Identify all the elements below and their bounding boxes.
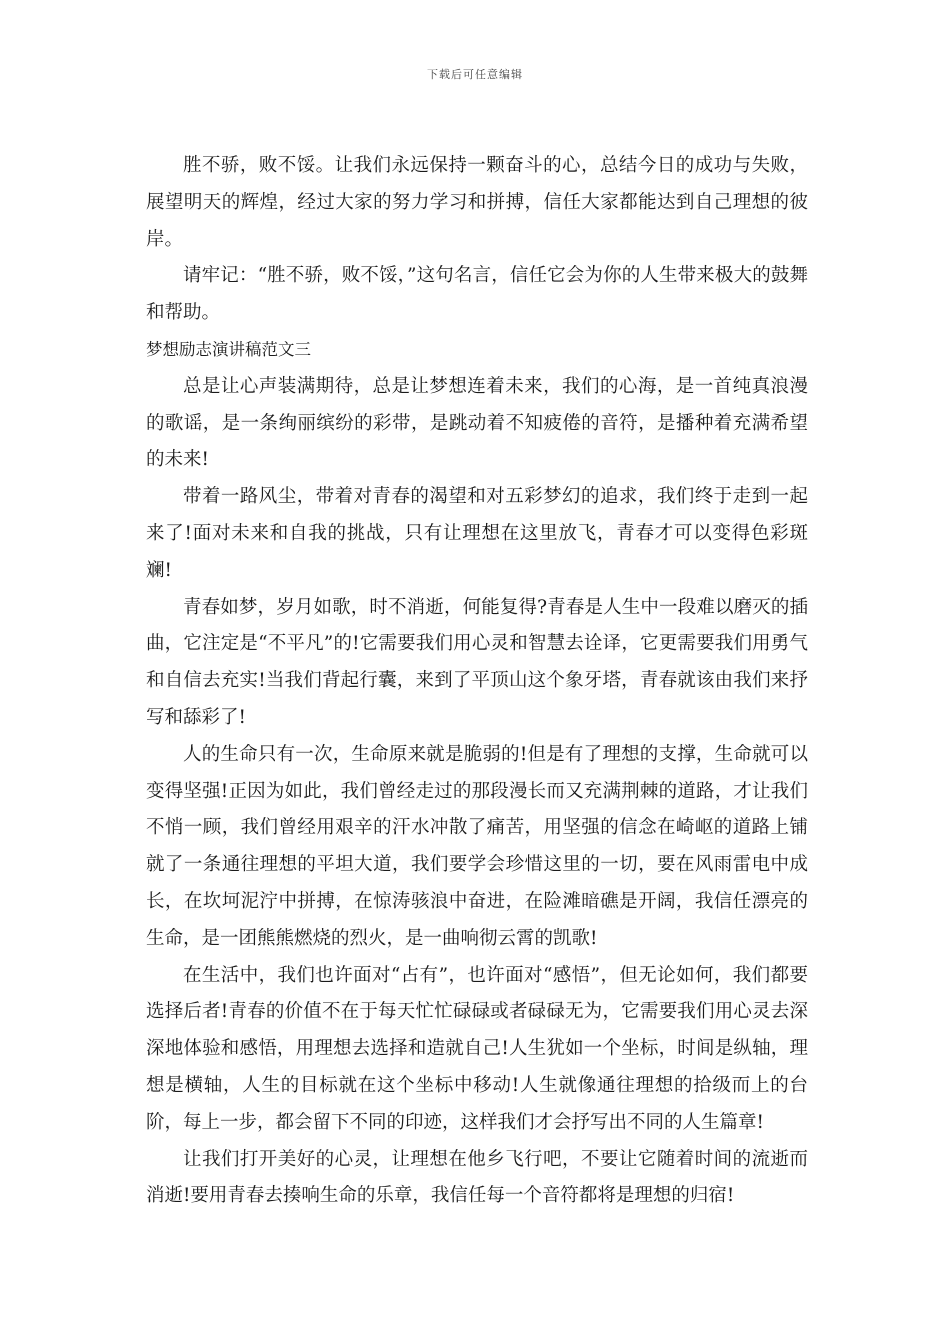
- paragraph: 胜不骄，败不馁。让我们永远保持一颗奋斗的心，总结今日的成功与失败，展望明天的辉煌，经过大家的努力学习和拼搏，信任大家都能达到自己理想的彼岸。: [146, 155, 808, 250]
- paragraph: 在生活中，我们也许面对“占有”，也许面对“感悟”，但无论如何，我们都要选择后者!青春的价值不在于每天忙忙碌碌或者碌碌无为，它需要我们用心灵去深深地体验和感悟，用理想去选择和造就自己!人生犹如一个坐标，时间是纵轴，理想是横轴，人生的目标就在这个坐标中移动!人生就像通往理想的拾级而上的台阶，每上一步，都会留下不同的印迹，这样我们才会抒写出不同的人生篇章!: [146, 964, 808, 1133]
- page-header-note: 下载后可任意编辑: [427, 68, 523, 81]
- paragraph: 总是让心声装满期待，总是让梦想连着未来，我们的心海，是一首纯真浪漫的歌谣，是一条绚丽缤纷的彩带，是跳动着不知疲倦的音符，是播种着充满希望的未来!: [146, 375, 808, 471]
- paragraph: 青春如梦，岁月如歌，时不消逝，何能复得?青春是人生中一段难以磨灭的插曲，它注定是“不平凡”的!它需要我们用心灵和智慧去诠译，它更需要我们用勇气和自信去充实!当我们背起行囊，来到了平顶山这个象牙塔，青春就该由我们来抒写和舔彩了!: [146, 596, 808, 728]
- paragraph: 人的生命只有一次，生命原来就是脆弱的!但是有了理想的支撑，生命就可以变得坚强!正因为如此，我们曾经走过的那段漫长而又充满荆棘的道路，才让我们不悄一顾，我们曾经用艰辛的汗水冲散了痛苦，用坚强的信念在崎岖的道路上铺就了一条通往理想的平坦大道，我们要学会珍惜这里的一切，要在风雨雷电中成长，在坎坷泥泞中拼搏，在惊涛骇浪中奋进，在险滩暗礁是开阔，我信任漂亮的生命，是一团熊熊燃烧的烈火，是一曲响彻云霄的凯歌!: [146, 743, 808, 949]
- paragraph: 请牢记：“胜不骄，败不馁，”这句名言，信任它会为你的人生带来极大的鼓舞和帮助。: [146, 265, 808, 324]
- section-title: 梦想励志演讲稿范文三: [146, 339, 311, 359]
- paragraph: 带着一路风尘，带着对青春的渴望和对五彩梦幻的追求，我们终于走到一起来了!面对未来和自我的挑战，只有让理想在这里放飞，青春才可以变得色彩斑斓!: [146, 486, 808, 581]
- document-body: [146, 148, 808, 1215]
- paragraph: 让我们打开美好的心灵，让理想在他乡飞行吧，不要让它随着时间的流逝而消逝!要用青春去揍响生命的乐章，我信任每一个音符都将是理想的归宿!: [146, 1148, 808, 1207]
